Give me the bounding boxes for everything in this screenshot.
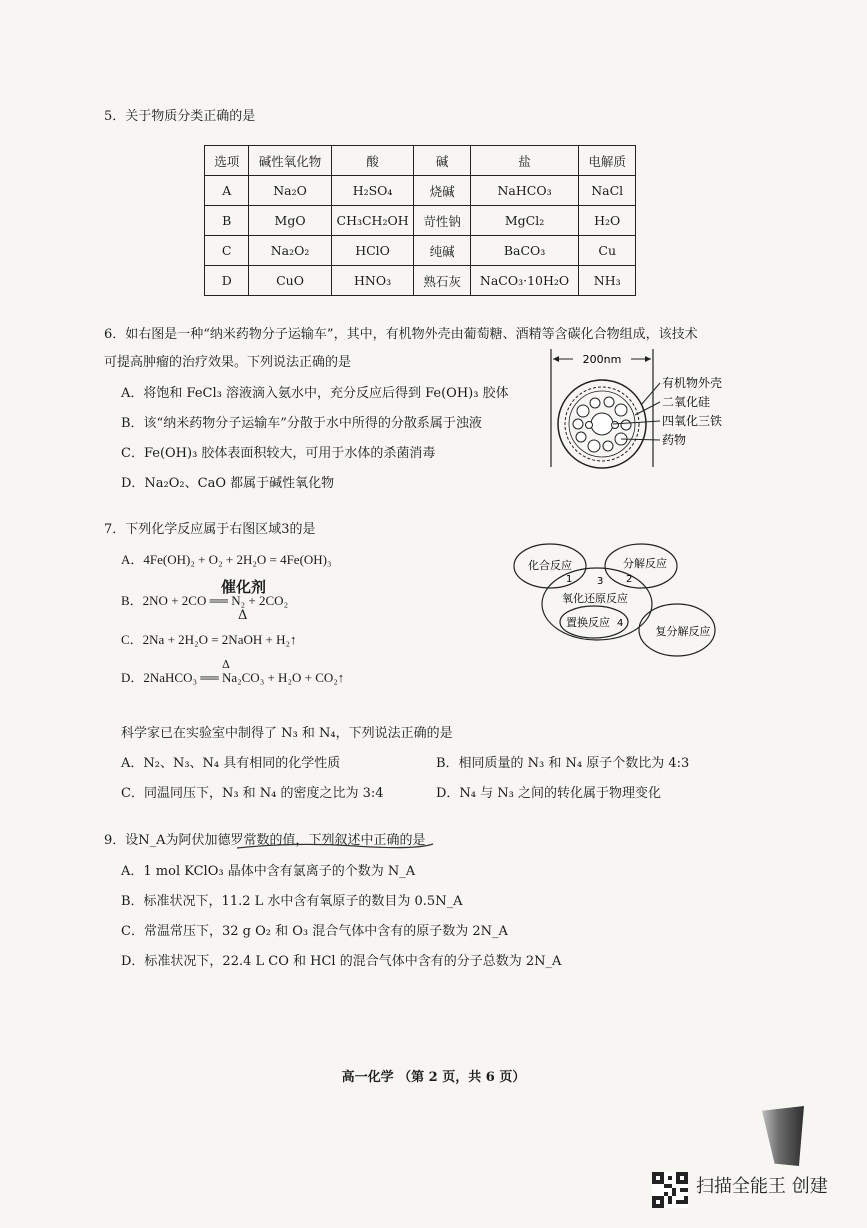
q8-stem: 科学家已在实验室中制得了 N₃ 和 N₄，下列说法正确的是 bbox=[121, 726, 453, 741]
q7-option-b: B．2NO + 2CO ══ N₂ + 2CO₂ bbox=[121, 593, 289, 608]
table-cell: Cu bbox=[579, 236, 636, 266]
table-cell: NaCO₃·10H₂O bbox=[470, 266, 579, 296]
table-row bbox=[205, 236, 636, 266]
table-cell: HClO bbox=[331, 236, 414, 266]
diagram-label-drug: 药物 bbox=[662, 433, 687, 447]
q9-option-c: C．常温常压下，32 g O₂ 和 O₃ 混合气体中含有的原子数为 2N_A bbox=[121, 924, 508, 939]
q6-stem-line2: 可提高肿瘤的治疗效果。下列说法正确的是 bbox=[104, 355, 352, 370]
diagram-label-fe3o4: 四氧化三铁 bbox=[662, 414, 723, 428]
table-header: 碱性氧化物 bbox=[249, 146, 331, 176]
table-cell: 熟石灰 bbox=[414, 266, 470, 296]
diagram-size-label: 200nm bbox=[582, 353, 622, 366]
table-header: 电解质 bbox=[579, 146, 636, 176]
table-cell: B bbox=[205, 206, 249, 236]
table-header: 碱 bbox=[414, 146, 470, 176]
table-cell: BaCO₃ bbox=[470, 236, 579, 266]
venn-double-displacement: 复分解反应 bbox=[655, 625, 711, 638]
table-cell: C bbox=[205, 236, 249, 266]
q6-option-b: B．该“纳米药物分子运输车”分散于水中所得的分散系属于浊液 bbox=[121, 416, 482, 431]
nanocarrier-diagram bbox=[545, 345, 735, 470]
table-header: 酸 bbox=[331, 146, 414, 176]
table-cell: H₂SO₄ bbox=[331, 176, 414, 206]
q8-option-d: D．N₄ 与 N₃ 之间的转化属于物理变化 bbox=[436, 786, 661, 801]
table-header-row bbox=[205, 146, 636, 176]
table-header: 盐 bbox=[470, 146, 579, 176]
table-row bbox=[205, 266, 636, 296]
venn-combination: 化合反应 bbox=[528, 559, 572, 572]
venn-region-3: 3 bbox=[597, 576, 604, 587]
table-cell: NH₃ bbox=[579, 266, 636, 296]
venn-redox: 氧化还原反应 bbox=[562, 592, 628, 605]
q7-option-c: C．2Na + 2H₂O = 2NaOH + H₂↑ bbox=[121, 632, 297, 647]
reaction-venn-diagram bbox=[505, 542, 720, 672]
q6-option-c: C．Fe(OH)₃ 胶体表面积较大，可用于水体的杀菌消毒 bbox=[121, 446, 436, 461]
venn-region-1: 1 bbox=[566, 574, 573, 585]
table-cell: HNO₃ bbox=[331, 266, 414, 296]
scanner-watermark: 扫描全能王 创建 bbox=[696, 1176, 828, 1197]
diagram-label-silica: 二氧化硅 bbox=[662, 395, 711, 409]
table-header: 选项 bbox=[205, 146, 249, 176]
venn-decomposition: 分解反应 bbox=[623, 557, 667, 570]
page-footer: 高一化学 （第 2 页，共 6 页） bbox=[341, 1070, 526, 1085]
table-cell: CuO bbox=[249, 266, 331, 296]
venn-region-2: 2 bbox=[626, 574, 633, 585]
handwritten-underline bbox=[235, 840, 435, 852]
q9-stem: 9．设N_A为阿伏加德罗常数的值，下列叙述中正确的是 bbox=[104, 833, 426, 848]
diagram-label-shell: 有机物外壳 bbox=[662, 376, 723, 390]
classification-table bbox=[204, 145, 636, 296]
venn-region-4: 4 bbox=[617, 618, 624, 629]
venn-displacement: 置换反应 bbox=[566, 616, 610, 629]
table-cell: NaHCO₃ bbox=[470, 176, 579, 206]
table-cell: MgO bbox=[249, 206, 331, 236]
table-cell: Na₂O₂ bbox=[249, 236, 331, 266]
table-cell: 烧碱 bbox=[414, 176, 470, 206]
scan-shadow bbox=[762, 1106, 804, 1166]
q8-option-b: B．相同质量的 N₃ 和 N₄ 原子个数比为 4:3 bbox=[436, 756, 690, 771]
qr-code-icon bbox=[652, 1172, 688, 1208]
table-cell: Na₂O bbox=[249, 176, 331, 206]
table-row bbox=[205, 206, 636, 236]
table-cell: 苛性钠 bbox=[414, 206, 470, 236]
q7-option-a: A．4Fe(OH)₂ + O₂ + 2H₂O = 4Fe(OH)₃ bbox=[121, 552, 332, 567]
q6-stem-line1: 6．如右图是一种“纳米药物分子运输车”，其中，有机物外壳由葡萄糖、酒精等含碳化合物组成，该技术 bbox=[104, 327, 698, 342]
q6-option-d: D．Na₂O₂、CaO 都属于碱性氧化物 bbox=[121, 476, 335, 491]
q7-stem: 7．下列化学反应属于右图区域3的是 bbox=[104, 522, 316, 537]
table-cell: NaCl bbox=[579, 176, 636, 206]
catalyst-label: 催化剂 bbox=[221, 578, 267, 596]
q8-option-c: C．同温同压下，N₃ 和 N₄ 的密度之比为 3:4 bbox=[121, 786, 384, 801]
q9-option-d: D．标准状况下，22.4 L CO 和 HCl 的混合气体中含有的分子总数为 2N_A bbox=[121, 954, 562, 969]
table-cell: MgCl₂ bbox=[470, 206, 579, 236]
q9-option-a: A．1 mol KClO₃ 晶体中含有氯离子的个数为 N_A bbox=[121, 864, 416, 879]
q9-option-b: B．标准状况下，11.2 L 水中含有氧原子的数目为 0.5N_A bbox=[121, 894, 463, 909]
table-cell: H₂O bbox=[579, 206, 636, 236]
heat-delta-d: Δ bbox=[222, 658, 230, 671]
table-row bbox=[205, 176, 636, 206]
table-cell: 纯碱 bbox=[414, 236, 470, 266]
table-cell: A bbox=[205, 176, 249, 206]
q8-option-a: A．N₂、N₃、N₄ 具有相同的化学性质 bbox=[121, 756, 341, 771]
table-cell: D bbox=[205, 266, 249, 296]
table-cell: CH₃CH₂OH bbox=[331, 206, 414, 236]
heat-delta-b: Δ bbox=[238, 608, 248, 623]
q5-stem: 5．关于物质分类正确的是 bbox=[104, 109, 256, 124]
q7-option-d: D．2NaHCO₃ ══ Na₂CO₃ + H₂O + CO₂↑ bbox=[121, 670, 345, 685]
q6-option-a: A．将饱和 FeCl₃ 溶液滴入氨水中，充分反应后得到 Fe(OH)₃ 胶体 bbox=[121, 386, 509, 401]
